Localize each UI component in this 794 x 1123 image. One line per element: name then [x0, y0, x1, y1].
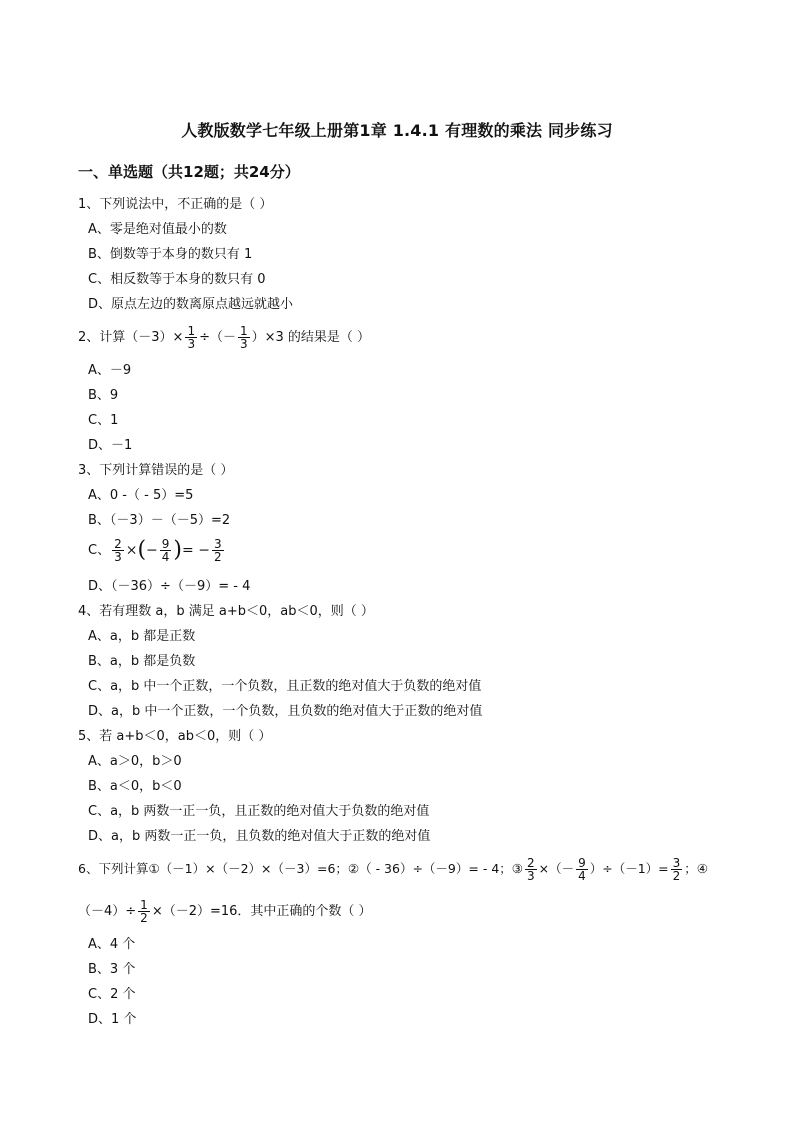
question-3-stem: 3、下列计算错误的是（ ）: [78, 463, 234, 478]
question-1-option-c: C、相反数等于本身的数只有 0: [88, 272, 266, 287]
question-6-option-d: D、1 个: [88, 1012, 137, 1027]
question-3-option-c: [88, 538, 226, 563]
question-1-option-a: A、零是绝对值最小的数: [88, 222, 227, 237]
question-6-option-c: C、2 个: [88, 987, 136, 1002]
question-6-text-b: ×（－: [538, 861, 575, 876]
fraction: $\frac{1}{3}$: [187, 324, 196, 351]
minus-sign: −: [146, 542, 158, 559]
fraction: $\frac{3}{2}$: [672, 856, 681, 883]
question-2-option-c: C、1: [88, 413, 119, 428]
left-paren: (: [137, 537, 147, 563]
question-6-text-d: ；④: [684, 861, 709, 876]
question-4-option-a: A、a，b 都是正数: [88, 629, 196, 644]
question-2-text-c: ）×3 的结果是（ ）: [251, 330, 371, 345]
question-6-option-a: A、4 个: [88, 937, 136, 952]
question-5-stem: 5、若 a+b＜0，ab＜0，则（ ）: [78, 729, 272, 744]
question-2-text-b: ÷（－: [199, 330, 236, 345]
question-2-option-d: D、－1: [88, 438, 133, 453]
question-2-text-a: 2、计算（－3）×: [78, 330, 184, 345]
question-3-option-d: D、（－36）÷（－9）= - 4: [88, 579, 251, 594]
question-4-option-c: C、a，b 中一个正数，一个负数，且正数的绝对值大于负数的绝对值: [88, 679, 482, 694]
fraction: $\frac{2}{3}$: [526, 856, 535, 883]
question-5-option-c: C、a，b 两数一正一负，且正数的绝对值大于负数的绝对值: [88, 804, 430, 819]
page-title: 人教版数学七年级上册第1章 1.4.1 有理数的乘法 同步练习: [181, 121, 613, 140]
fraction: $\frac{9}{4}$: [161, 537, 170, 564]
question-2-option-a: A、－9: [88, 363, 132, 378]
fraction: $\frac{1}{2}$: [140, 898, 148, 925]
question-6-text-c: ）÷（－1）=: [589, 861, 669, 876]
question-6-text-a: 6、下列计算①（－1）×（－2）×（－3）=6；②（ - 36）÷（－9）= - 4；③: [78, 861, 523, 876]
question-3-option-a: A、0 -（ - 5）=5: [88, 488, 194, 503]
question-1-stem: 1、下列说法中，不正确的是（ ）: [78, 197, 273, 212]
question-2-option-b: B、9: [88, 388, 119, 403]
question-6-text-f: ×（－2）=16．其中正确的个数（ ）: [151, 904, 372, 919]
right-paren: ): [173, 537, 183, 563]
fraction: $\frac{9}{4}$: [578, 856, 586, 883]
option-label: C、: [88, 543, 111, 558]
question-5-option-b: B、a＜0，b＜0: [88, 779, 182, 794]
equals-minus: = −: [182, 542, 210, 559]
question-6-stem-line-2: [78, 899, 372, 924]
question-3-option-b: B、（－3）－（－5）=2: [88, 513, 231, 528]
question-1-option-b: B、倒数等于本身的数只有 1: [88, 247, 253, 262]
question-6-text-e: （－4）÷: [78, 904, 137, 919]
question-4-option-d: D、a，b 中一个正数，一个负数，且负数的绝对值大于正数的绝对值: [88, 704, 483, 719]
question-2-stem: [78, 325, 370, 350]
fraction: $\frac{1}{3}$: [239, 324, 248, 351]
question-6-option-b: B、3 个: [88, 962, 136, 977]
question-1-option-d: D、原点左边的数离原点越远就越小: [88, 297, 294, 312]
question-4-stem: 4、若有理数 a，b 满足 a+b＜0，ab＜0，则（ ）: [78, 604, 374, 619]
fraction: $\frac{2}{3}$: [114, 537, 122, 564]
times-sign: ×: [125, 542, 138, 559]
section-heading: 一、单选题（共12题；共24分）: [78, 163, 300, 181]
question-4-option-b: B、a，b 都是负数: [88, 654, 196, 669]
question-6-stem-line-1: [78, 857, 708, 882]
fraction: $\frac{3}{2}$: [213, 537, 222, 564]
question-5-option-d: D、a，b 两数一正一负，且负数的绝对值大于正数的绝对值: [88, 829, 431, 844]
question-5-option-a: A、a＞0，b＞0: [88, 754, 182, 769]
